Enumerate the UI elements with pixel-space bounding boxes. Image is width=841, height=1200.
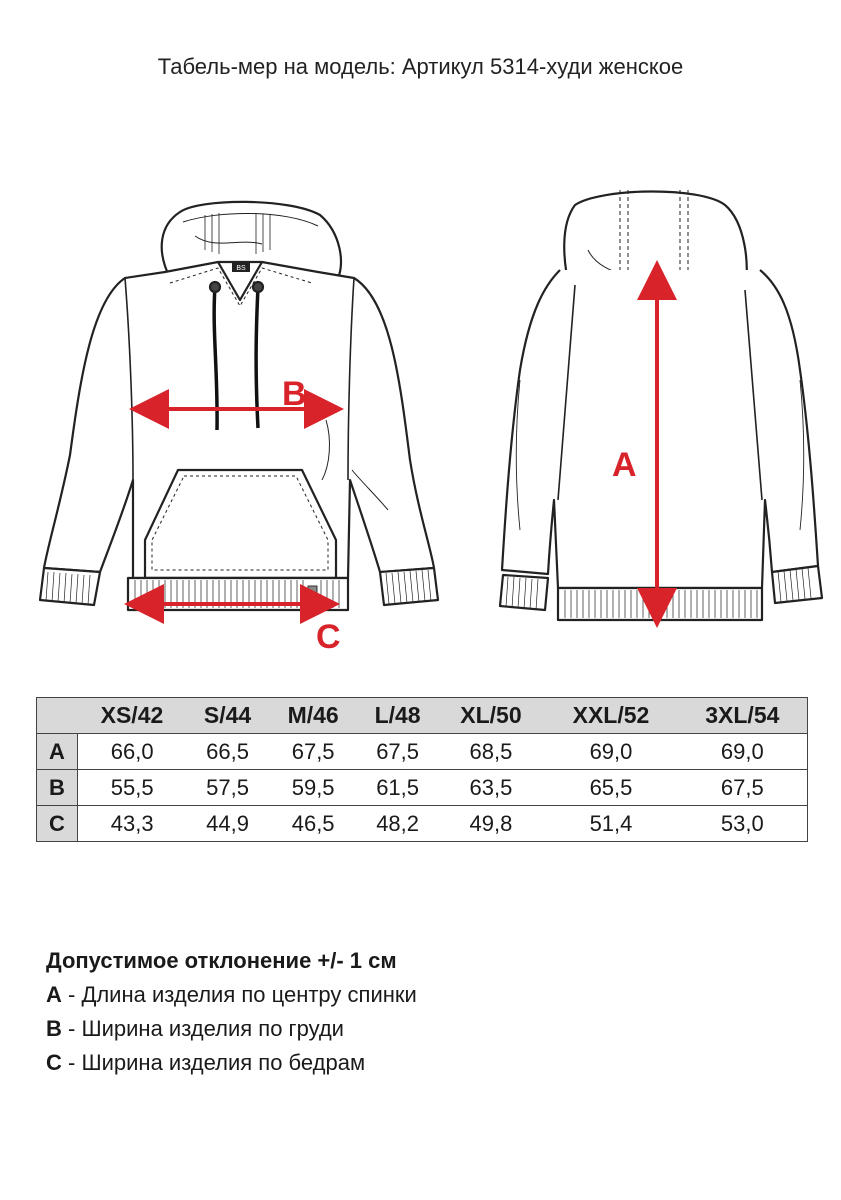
table-cell: 49,8 [438, 806, 545, 842]
measure-label-a: A [612, 446, 637, 484]
measure-label-b: B [282, 375, 307, 413]
table-cell: 69,0 [678, 734, 808, 770]
table-cell: 67,5 [358, 734, 438, 770]
page-title: Табель-мер на модель: Артикул 5314-худи женское [157, 54, 684, 79]
legend [46, 944, 417, 1080]
size-header: XXL/52 [544, 698, 677, 734]
table-cell: 63,5 [438, 770, 545, 806]
row-label: B [37, 770, 78, 806]
table-cell: 67,5 [678, 770, 808, 806]
table-cell: 51,4 [544, 806, 677, 842]
legend-key: A [46, 982, 62, 1007]
size-header: M/46 [269, 698, 358, 734]
table-cell: 53,0 [678, 806, 808, 842]
brand-tag: BS [236, 265, 246, 272]
hoodie-back-drawing [500, 190, 822, 620]
table-cell: 46,5 [269, 806, 358, 842]
legend-text: - Ширина изделия по бедрам [61, 1050, 366, 1075]
table-cell: 69,0 [544, 734, 677, 770]
table-row [37, 806, 808, 842]
legend-item [46, 1046, 417, 1080]
measure-label-c: C [316, 618, 341, 656]
table-row [37, 770, 808, 806]
size-header: 3XL/54 [678, 698, 808, 734]
legend-heading: Допустимое отклонение +/- 1 см [46, 948, 397, 973]
size-header: XL/50 [438, 698, 545, 734]
legend-text: - Длина изделия по центру спинки [61, 982, 417, 1007]
size-header: XS/42 [78, 698, 187, 734]
table-cell: 68,5 [438, 734, 545, 770]
table-cell: 67,5 [269, 734, 358, 770]
table-cell: 65,5 [544, 770, 677, 806]
table-cell: 57,5 [186, 770, 268, 806]
size-header: L/48 [358, 698, 438, 734]
table-cell: 66,5 [186, 734, 268, 770]
size-table [36, 697, 808, 842]
table-cell: 48,2 [358, 806, 438, 842]
legend-item [46, 978, 417, 1012]
table-cell: 61,5 [358, 770, 438, 806]
row-label: A [37, 734, 78, 770]
table-cell: 66,0 [78, 734, 187, 770]
legend-key: B [46, 1016, 62, 1041]
row-label: C [37, 806, 78, 842]
table-cell: 59,5 [269, 770, 358, 806]
table-row [37, 734, 808, 770]
legend-item [46, 1012, 417, 1046]
table-cell: 43,3 [78, 806, 187, 842]
size-table-corner [37, 698, 78, 734]
table-cell: 44,9 [186, 806, 268, 842]
hoodie-sketch [0, 170, 841, 660]
legend-key: C [46, 1050, 62, 1075]
size-header: S/44 [186, 698, 268, 734]
size-table-header-row [37, 698, 808, 734]
table-cell: 55,5 [78, 770, 187, 806]
legend-text: - Ширина изделия по груди [61, 1016, 344, 1041]
